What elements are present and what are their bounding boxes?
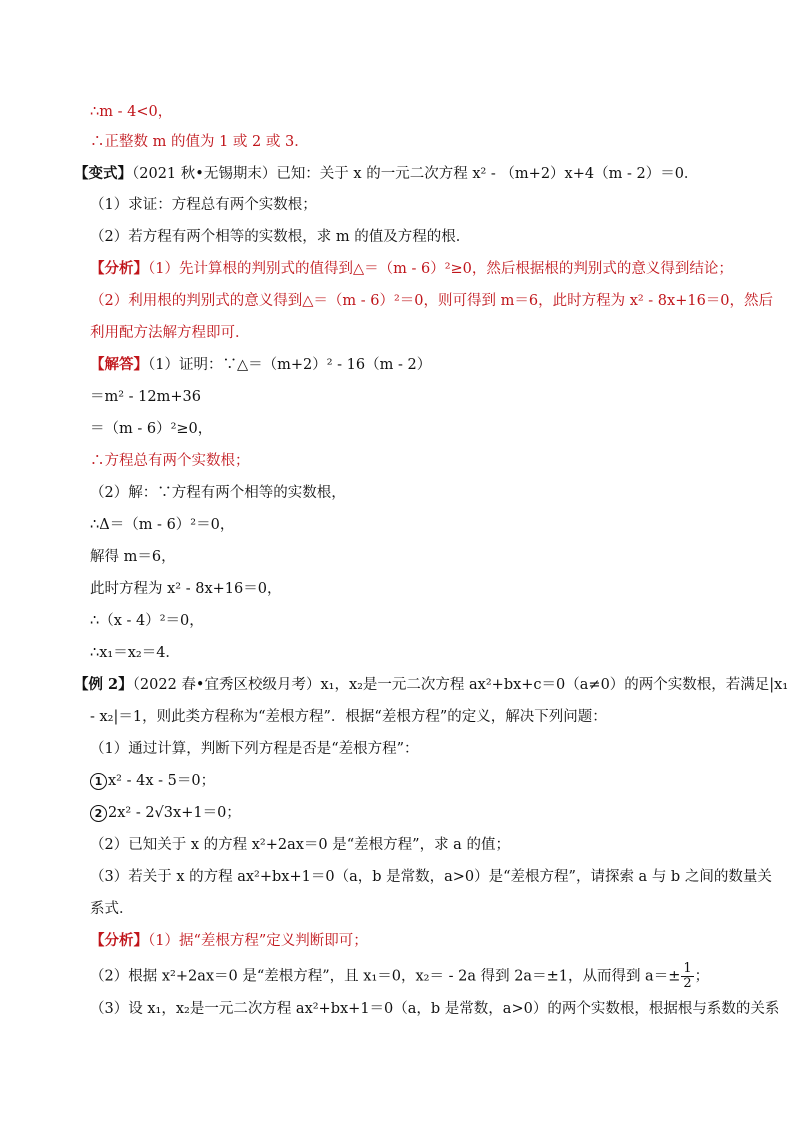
numbered-equation-line: 1 x² - 4x - 5＝0； bbox=[90, 770, 723, 792]
text-line: - x₂|＝1，则此类方程称为“差根方程”．根据“差根方程”的定义，解决下列问题： bbox=[90, 709, 607, 725]
section-label: 【分析】 bbox=[90, 932, 148, 949]
section-label: 【分析】 bbox=[90, 260, 148, 277]
text-line: ∴方程总有两个实数根； bbox=[90, 453, 250, 469]
text-line: ∴m - 4<0， bbox=[90, 104, 173, 120]
text-line: 此时方程为 x² - 8x+16＝0， bbox=[90, 581, 282, 597]
text-line: ＝m² - 12m+36 bbox=[90, 389, 201, 405]
text-line: ＝（m - 6）²≥0， bbox=[90, 421, 213, 437]
text-line: （2）若方程有两个相等的实数根，求 m 的值及方程的根． bbox=[90, 229, 471, 245]
text-line: （2）利用根的判别式的意义得到△＝（m - 6）²＝0，则可得到 m＝6，此时方程为 x² - 8x+16＝0，然后 bbox=[90, 293, 774, 309]
circled-number-icon: 1 bbox=[90, 773, 107, 790]
text-line: （2）解：∵方程有两个相等的实数根， bbox=[90, 485, 346, 501]
text-line: （1）通过计算，判断下列方程是否是“差根方程”： bbox=[90, 741, 419, 757]
section-label: 【例 2】 bbox=[74, 676, 133, 693]
section-label: 【变式】 bbox=[74, 165, 132, 182]
example-problem-line: 【例 2】（2022 春•宜秀区校级月考）x₁，x₂是一元二次方程 ax²+bx+c＝0（a≠0）的两个实数根，若满足|x₁ bbox=[74, 676, 789, 693]
fraction: $\frac{1}{2}$ bbox=[683, 961, 692, 991]
numbered-equation-line: 2 2x² - 2√3x+1＝0； bbox=[90, 802, 723, 824]
text-line: ∴正整数 m 的值为 1 或 2 或 3． bbox=[90, 134, 309, 150]
text-line: ∴（x - 4）²＝0， bbox=[90, 613, 204, 629]
text-line: 利用配方法解方程即可． bbox=[90, 325, 250, 341]
analysis-line: 【分析】（1）先计算根的判别式的值得到△＝（m - 6）²≥0，然后根据根的判别式的意义得到结论； bbox=[90, 260, 733, 277]
text-line: （2）根据 x²+2ax＝0 是“差根方程”，且 x₁＝0，x₂＝ - 2a 得到 2a＝±1，从而得到 a＝± $\frac{1}{2}$ ； bbox=[90, 961, 710, 991]
text-line: 解得 m＝6， bbox=[90, 549, 176, 565]
text-line: （3）设 x₁，x₂是一元二次方程 ax²+bx+1＝0（a，b 是常数，a>0）的两个实数根，根据根与系数的关系 bbox=[90, 1001, 780, 1017]
text-line: 系式． bbox=[90, 901, 134, 917]
text-line: ∴x₁＝x₂＝4． bbox=[90, 645, 180, 661]
text-line: （2）已知关于 x 的方程 x²+2ax＝0 是“差根方程”，求 a 的值； bbox=[90, 837, 510, 853]
text-line: （1）求证：方程总有两个实数根； bbox=[90, 197, 317, 213]
section-label: 【解答】 bbox=[90, 356, 148, 373]
analysis-line: 【分析】（1）据“差根方程”定义判断即可； bbox=[90, 932, 368, 949]
text-line: ∴Δ＝（m - 6）²＝0， bbox=[90, 517, 235, 533]
text-line: （3）若关于 x 的方程 ax²+bx+1＝0（a，b 是常数，a>0）是“差根方程”，请探索 a 与 b 之间的数量关 bbox=[90, 869, 772, 885]
variant-problem-line: 【变式】（2021 秋•无锡期末）已知：关于 x 的一元二次方程 x² - （m+2）x+4（m - 2）＝0． bbox=[74, 165, 699, 182]
circled-number-icon: 2 bbox=[90, 805, 107, 822]
solution-line: 【解答】（1）证明：∵△＝（m+2）² - 16（m - 2） bbox=[90, 356, 432, 373]
